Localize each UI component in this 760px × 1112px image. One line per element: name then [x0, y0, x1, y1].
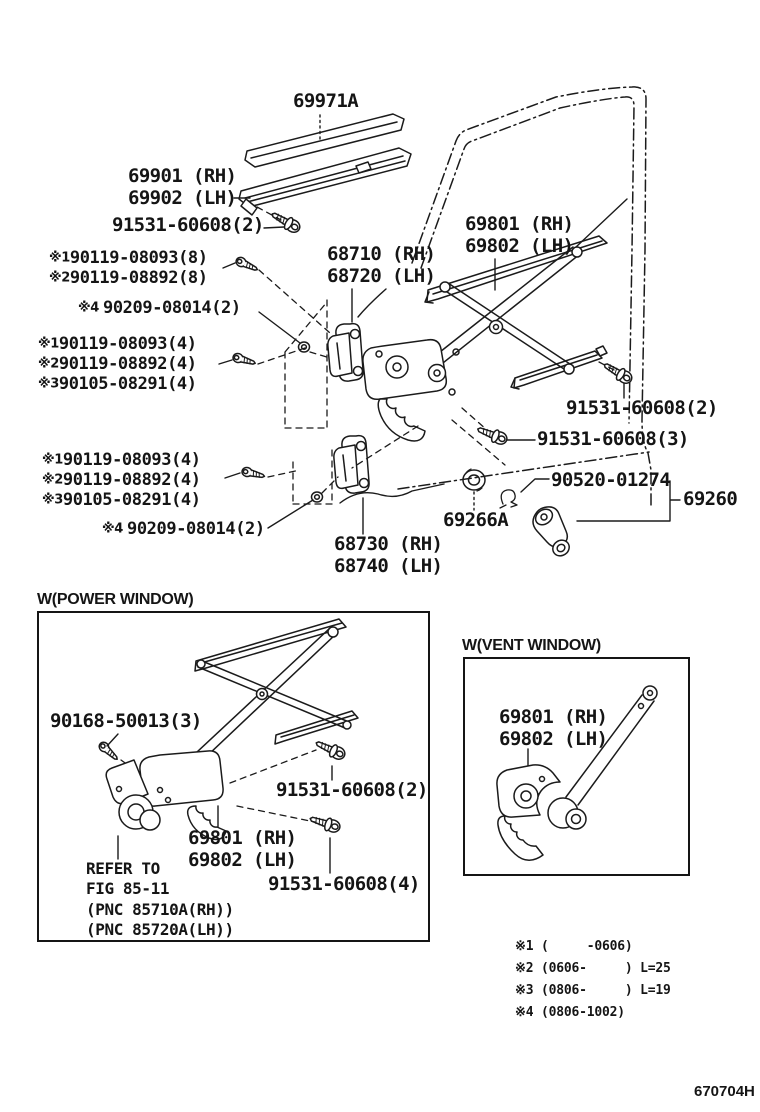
part-label-69802-pw: 69802 (LH) — [188, 849, 297, 871]
part-label-69802-vent: 69802 (LH) — [499, 728, 608, 750]
vent-window-box — [463, 657, 690, 876]
refer-note-pnc-rh: (PNC 85710A(RH)) — [86, 900, 234, 919]
part-number: 90119-08093(4) — [58, 334, 197, 354]
part-label-90209-08014-bottom — [102, 521, 265, 539]
part-label-69801-pw: 69801 (RH) — [188, 827, 297, 849]
part-label-90119-08892-x8 — [49, 270, 208, 288]
part-label-69901: 69901 (RH) — [128, 165, 237, 187]
part-number: 90119-08892(8) — [69, 268, 208, 288]
grommet-69266a — [463, 469, 485, 491]
part-label-69801-main: 69801 (RH) — [465, 213, 574, 235]
ref-mark-3: ※3 — [38, 376, 59, 392]
part-number: 90119-08093(8) — [69, 248, 208, 268]
part-number: 90119-08093(4) — [62, 450, 201, 470]
part-number: 90209-08014(2) — [103, 298, 241, 318]
ref-mark-1: ※1 — [49, 250, 70, 266]
part-label-90119-08892-x4-b — [42, 472, 201, 490]
part-label-90209-08014-top — [78, 300, 241, 318]
ref-mark-1: ※1 — [38, 336, 59, 352]
part-label-91531-x3: 91531-60608(3) — [537, 428, 689, 450]
part-label-69902: 69902 (LH) — [128, 187, 237, 209]
part-label-69260: 69260 — [683, 488, 738, 510]
ref-mark-2: ※2 — [38, 356, 59, 372]
section-title-power-window: W(POWER WINDOW) — [37, 591, 194, 608]
part-label-90105-08291-x4-b — [42, 492, 201, 510]
part-number: 90119-08892(4) — [58, 354, 197, 374]
ref-mark-2: ※2 — [42, 472, 63, 488]
refer-note-line1: REFER TO — [86, 859, 160, 878]
drawing-code: 670704H — [694, 1083, 755, 1100]
hinge-lower — [334, 436, 369, 493]
part-label-68710: 68710 (RH) — [327, 243, 436, 265]
part-label-91531-x2-pw: 91531-60608(2) — [276, 779, 428, 801]
refer-note-line2: FIG 85-11 — [86, 879, 170, 898]
part-number: 90105-08291(4) — [62, 490, 201, 510]
part-label-90520-01274: 90520-01274 — [551, 469, 671, 491]
part-label-69266a: 69266A — [443, 509, 509, 531]
footnote-1: ※1 ( -0606) — [515, 939, 633, 954]
part-label-69801-vent: 69801 (RH) — [499, 706, 608, 728]
part-label-90119-08892-x4-a — [38, 356, 197, 374]
part-label-68740: 68740 (LH) — [334, 555, 443, 577]
footnote-2: ※2 (0606- ) L=25 — [515, 961, 671, 976]
ref-mark-3: ※3 — [42, 492, 63, 508]
crank-handle — [533, 506, 573, 559]
part-label-91531-x2-mid: 91531-60608(2) — [566, 397, 718, 419]
nut-icons — [299, 342, 323, 502]
part-label-91531-x2-top: 91531-60608(2) — [112, 214, 264, 236]
section-title-vent-window: W(VENT WINDOW) — [462, 637, 601, 654]
part-label-69971a: 69971A — [293, 90, 359, 112]
weatherstrip-rails — [239, 114, 411, 215]
footnote-3: ※3 (0806- ) L=19 — [515, 983, 671, 998]
refer-note-pnc-lh: (PNC 85720A(LH)) — [86, 920, 234, 939]
part-label-91531-x4: 91531-60608(4) — [268, 873, 420, 895]
part-number: 90119-08892(4) — [62, 470, 201, 490]
part-label-90105-08291-x4-a — [38, 376, 197, 394]
part-label-90168-50013: 90168-50013(3) — [50, 710, 202, 732]
part-number: 90105-08291(4) — [58, 374, 197, 394]
ref-mark-4: ※4 — [102, 521, 128, 537]
hinge-upper — [328, 324, 363, 381]
ref-mark-2: ※2 — [49, 270, 70, 286]
part-label-90119-08093-x8 — [49, 250, 208, 268]
ref-mark-4: ※4 — [78, 300, 104, 316]
handle-clip-icon — [500, 490, 517, 508]
footnote-4: ※4 (0806-1002) — [515, 1005, 625, 1020]
part-label-69802-main: 69802 (LH) — [465, 235, 574, 257]
part-label-68720: 68720 (LH) — [327, 265, 436, 287]
ref-mark-1: ※1 — [42, 452, 63, 468]
part-number: 90209-08014(2) — [127, 519, 265, 539]
part-label-68730: 68730 (RH) — [334, 533, 443, 555]
part-label-90119-08093-x4-a — [38, 336, 197, 354]
part-label-90119-08093-x4-b — [42, 452, 201, 470]
